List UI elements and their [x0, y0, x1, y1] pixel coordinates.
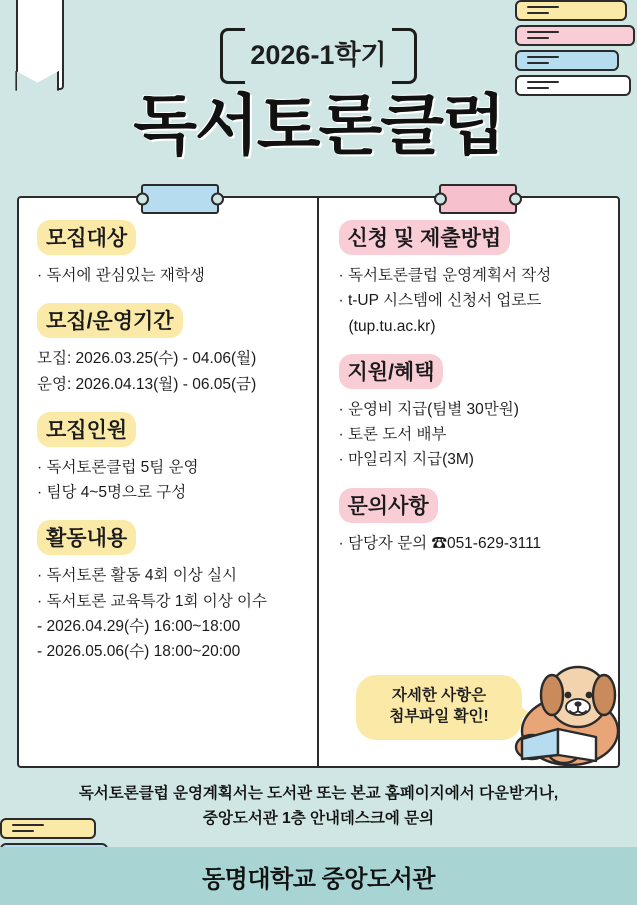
- list-item: · t-UP 시스템에 신청서 업로드: [338, 292, 542, 310]
- list-item: 모집: 2026.03.25(수) - 04.06(월): [37, 350, 257, 368]
- list-item: · 토론 도서 배부: [338, 426, 447, 443]
- list-item: · 독서에 관심있는 재학생: [37, 267, 205, 284]
- list-item: (tup.tu.ac.kr): [348, 317, 436, 335]
- section-recruit-target: [37, 220, 305, 287]
- section-heading: 신청 및 제출방법: [339, 220, 511, 255]
- list-item: · 운영비 지급(팀별 30만원): [338, 400, 519, 418]
- section-contact: [339, 488, 607, 555]
- list-item: · 독서토론클럽 5팀 운영: [37, 458, 199, 476]
- section-benefits: [339, 354, 607, 472]
- section-body: [339, 398, 607, 472]
- callout-line-1: 자세한 사항은: [391, 687, 487, 705]
- list-item: · 담당자 문의 ☎051-629-3111: [338, 534, 542, 552]
- section-heading: 모집인원: [37, 412, 136, 447]
- list-item: · 팀당 4~5명으로 구성: [37, 484, 187, 501]
- section-activities: [37, 520, 305, 663]
- semester-banner: [0, 28, 637, 78]
- section-heading: 지원/혜택: [339, 354, 444, 389]
- section-body: [37, 564, 305, 663]
- footer-note-line-1: 독서토론클럽 운영계획서는 도서관 또는 본교 홈페이지에서 다운받거나,: [78, 785, 559, 802]
- section-body: [37, 456, 305, 505]
- left-column: [19, 198, 319, 766]
- section-headcount: [37, 412, 305, 505]
- section-heading: 활동내용: [37, 520, 136, 555]
- list-item: · 마일리지 지급(3M): [338, 451, 474, 469]
- book-yellow-icon: [515, 0, 627, 21]
- list-item: · 독서토론 활동 4회 이상 실시: [37, 567, 238, 585]
- section-application-method: [339, 220, 607, 338]
- list-item: · 독서토론 교육특강 1회 이상 이수: [37, 592, 267, 610]
- list-item: 운영: 2026.04.13(월) - 06.05(금): [37, 375, 257, 393]
- list-item: · 독서토론클럽 운영계획서 작성: [338, 267, 552, 284]
- list-item: - 2026.05.06(수) 18:00~20:00: [37, 643, 241, 660]
- list-item: - 2026.04.29(수) 16:00~18:00: [37, 617, 241, 635]
- callout-line-2: 첨부파일 확인!: [389, 708, 489, 726]
- tab-decoration-left: [141, 184, 219, 214]
- dog-reading-illustration: [492, 651, 622, 766]
- footer-note-line-2: 중앙도서관 1층 안내데스크에 문의: [202, 809, 435, 827]
- section-period: [37, 303, 305, 396]
- section-heading: 모집/운영기간: [37, 303, 183, 338]
- section-body: [37, 347, 305, 396]
- right-column: [319, 198, 619, 766]
- page-title: 독서토론클럽: [133, 88, 504, 162]
- footer-note: [0, 782, 637, 832]
- section-body: [339, 264, 607, 338]
- section-heading: 모집대상: [37, 220, 136, 255]
- organization-name: 동명대학교 중앙도서관: [201, 865, 435, 893]
- section-body: [339, 532, 607, 555]
- semester-label: 2026-1학기: [250, 40, 387, 70]
- tab-decoration-right: [439, 184, 517, 214]
- footer-band: [0, 847, 637, 905]
- section-heading: 문의사항: [339, 488, 438, 523]
- semester-label-wrapper: [220, 28, 416, 78]
- section-body: [37, 264, 305, 287]
- content-card: [17, 196, 620, 768]
